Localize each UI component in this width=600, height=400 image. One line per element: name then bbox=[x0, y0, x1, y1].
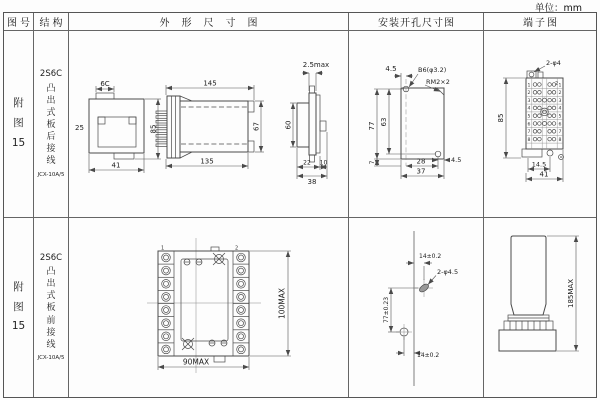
structure-type: 2S6C bbox=[39, 69, 63, 80]
structure-char: 前 bbox=[46, 315, 56, 326]
slotted-screws bbox=[184, 259, 227, 346]
dim-edge-w1: 22 bbox=[303, 159, 311, 167]
row1-fig-no bbox=[4, 31, 34, 218]
terminal-pins bbox=[156, 111, 167, 147]
row2-outline-drawing bbox=[69, 218, 349, 397]
dim-install-height-inner: 63 bbox=[380, 117, 388, 127]
mounting-screw bbox=[213, 253, 225, 265]
fig-char: 附 bbox=[13, 280, 24, 293]
dim-install-bottom-gap: 7 bbox=[369, 160, 376, 165]
pin-number: 4 bbox=[527, 106, 531, 112]
front-view bbox=[75, 80, 161, 173]
terminal-grid bbox=[526, 78, 563, 149]
terminal-tag: 2 bbox=[555, 81, 559, 87]
dim-socket-width: 90MAX bbox=[182, 357, 210, 367]
header-structure: 结构 bbox=[34, 13, 69, 31]
pin-number: 2 bbox=[527, 91, 531, 97]
structure-char: 后 bbox=[46, 132, 56, 143]
hole-spec-label: B6(φ3.2) bbox=[418, 66, 447, 74]
row1-install-drawing bbox=[349, 31, 484, 218]
pin-number: 3 bbox=[527, 98, 531, 104]
dim-front-left: 25 bbox=[75, 124, 84, 132]
pin-number: 1 bbox=[527, 83, 531, 89]
row1-terminal-drawing bbox=[484, 31, 596, 218]
unit-label: 单位：mm bbox=[534, 3, 582, 14]
dim-install-right: 4.5 bbox=[451, 156, 462, 164]
edge-view bbox=[285, 61, 330, 186]
dim-front-top: 6C bbox=[100, 80, 110, 88]
dim-install-height-outer: 77 bbox=[368, 121, 376, 131]
side-view bbox=[156, 80, 264, 170]
model-label: JCX-10A/5 bbox=[37, 171, 65, 178]
structure-char: 式 bbox=[46, 107, 56, 118]
row2-terminal-cell bbox=[484, 218, 596, 397]
structure-char: 凸 bbox=[46, 83, 56, 94]
structure-type: 2S6C bbox=[39, 252, 63, 263]
pin-number: 7 bbox=[527, 130, 531, 136]
header-outline: 外形尺寸图 bbox=[69, 13, 349, 31]
pin-number: 3 bbox=[558, 98, 562, 104]
row1-outline-drawing bbox=[69, 31, 349, 218]
dim-front-right: 85 bbox=[149, 124, 158, 134]
thread-spec-label: RM2×2 bbox=[426, 78, 450, 86]
structure-char: 板 bbox=[46, 119, 56, 130]
dim-install-top: 4.5 bbox=[385, 65, 397, 73]
pin-number: 6 bbox=[527, 122, 531, 128]
dim-edge-left: 60 bbox=[284, 120, 293, 130]
fig-char: 图 bbox=[13, 117, 24, 130]
pin-number: 4 bbox=[558, 106, 562, 112]
dim-terminal-width-inner: 14.5 bbox=[531, 160, 547, 169]
dim-install-width-inner: 28 bbox=[416, 157, 426, 166]
fig-char: 图 bbox=[13, 300, 24, 313]
row2-install-drawing bbox=[349, 218, 484, 397]
row2-install-cell bbox=[349, 218, 484, 397]
pin-number: 7 bbox=[558, 130, 562, 136]
corner-tag: 2 bbox=[235, 245, 239, 252]
dim-install2-height: 77±0.23 bbox=[383, 296, 390, 324]
dim-terminal-width-outer: 41 bbox=[539, 170, 549, 179]
structure-char: 接 bbox=[46, 144, 56, 155]
header-install: 安装开孔尺寸图 bbox=[349, 13, 484, 31]
structure-char: 凸 bbox=[46, 267, 56, 278]
structure-char: 线 bbox=[46, 156, 56, 167]
header-fig-no: 图号 bbox=[4, 13, 34, 31]
structure-char: 出 bbox=[46, 279, 56, 290]
dim-terminal-height: 85 bbox=[497, 113, 505, 123]
dim-side-bottom: 135 bbox=[200, 157, 214, 166]
mounting-screw bbox=[182, 338, 194, 350]
structure-char: 板 bbox=[46, 303, 56, 314]
dim-terminal2-height: 185MAX bbox=[567, 279, 575, 308]
socket-base bbox=[499, 330, 556, 351]
row1-terminal-cell bbox=[484, 31, 596, 218]
row2-terminal-drawing bbox=[484, 218, 596, 397]
corner-tag: 1 bbox=[161, 245, 165, 252]
structure-char: 式 bbox=[46, 291, 56, 302]
socket-terminal-cells bbox=[158, 253, 249, 354]
row2-structure bbox=[34, 218, 69, 397]
socket-teeth bbox=[510, 321, 546, 330]
pin-number: 1 bbox=[558, 83, 562, 89]
pin-number: 8 bbox=[558, 137, 562, 143]
dim-install2-bottom: 14±0.2 bbox=[417, 352, 440, 359]
pin-number: 6 bbox=[558, 122, 562, 128]
fig-num: 15 bbox=[11, 136, 26, 149]
row1-structure bbox=[34, 31, 69, 218]
dim-front-bottom: 41 bbox=[111, 161, 121, 170]
row2-outline-cell bbox=[69, 218, 349, 397]
relay-body bbox=[511, 236, 546, 315]
dim-edge-w2: 10 bbox=[319, 159, 328, 167]
dim-socket-height: 100MAX bbox=[277, 287, 287, 320]
dim-edge-total: 38 bbox=[307, 178, 317, 186]
fig-char: 附 bbox=[13, 97, 24, 110]
model-label: JCX-10A/5 bbox=[37, 355, 65, 362]
pin-number: 8 bbox=[527, 137, 531, 143]
dim-side-top: 145 bbox=[203, 79, 217, 88]
dim-install2-top: 14±0.2 bbox=[419, 253, 442, 260]
pin-number: 2 bbox=[558, 91, 562, 97]
row1-install-cell bbox=[349, 31, 484, 218]
row1-outline-cell bbox=[69, 31, 349, 218]
hole-spec-label: 2-φ4.5 bbox=[437, 268, 459, 276]
dim-install-width-outer: 37 bbox=[416, 167, 426, 176]
row2-fig-no bbox=[4, 218, 34, 397]
structure-char: 接 bbox=[46, 327, 56, 338]
spec-table bbox=[3, 12, 597, 398]
fig-num: 15 bbox=[11, 320, 26, 333]
structure-char: 出 bbox=[46, 95, 56, 106]
terminal-hole-label: 2-φ4 bbox=[546, 59, 561, 67]
dim-edge-top: 2.5max bbox=[302, 61, 330, 69]
pin-number: 5 bbox=[527, 114, 531, 120]
pin-number: 5 bbox=[558, 114, 562, 120]
header-terminal: 端子图 bbox=[484, 13, 596, 31]
dim-side-right: 67 bbox=[252, 122, 261, 131]
structure-char: 线 bbox=[46, 339, 56, 350]
